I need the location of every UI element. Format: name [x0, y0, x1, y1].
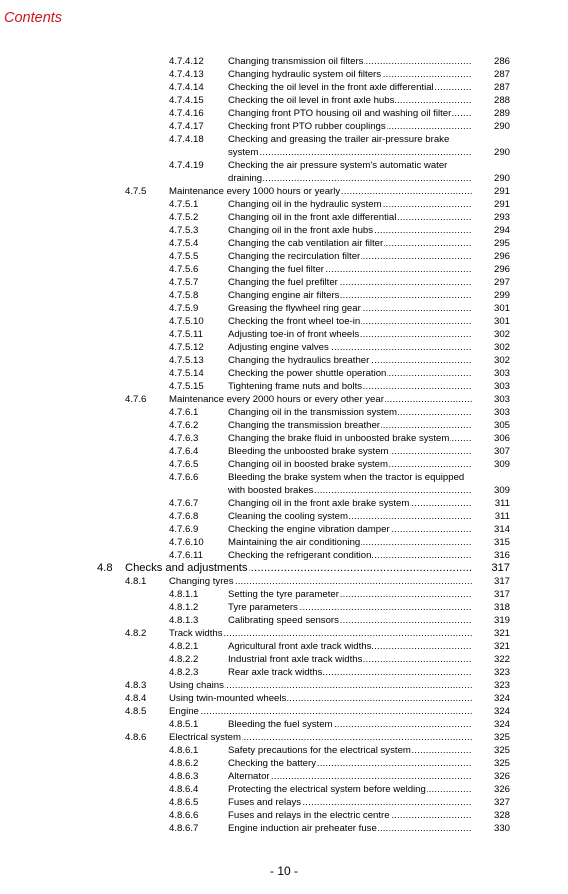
toc-entry-text: Tightening frame nuts and bolts: [228, 381, 363, 392]
toc-entry-number: 4.8.1.3: [169, 615, 199, 626]
toc-entry-number: 4.7.5.14: [169, 368, 204, 379]
toc-entry[interactable]: [0, 380, 568, 393]
toc-entry[interactable]: [0, 536, 568, 549]
toc-entry-number: 4.8.5: [125, 706, 147, 717]
toc-entry-page: 296: [493, 264, 510, 275]
toc-entry-number: 4.7.5.1: [169, 199, 199, 210]
toc-entry-text: Bleeding the fuel system: [228, 719, 333, 730]
toc-entry-text: Adjusting engine valves: [228, 342, 329, 353]
toc-entry-title: [228, 757, 472, 770]
toc-entry-title: [228, 640, 472, 653]
toc-entry-number: 4.7.4.19: [169, 160, 204, 171]
toc-entry-number: 4.8.3: [125, 680, 147, 691]
toc-entry-text: Greasing the flywheel ring gear: [228, 303, 361, 314]
toc-entry-number: 4.8.1.1: [169, 589, 199, 600]
toc-entry-number: 4.7.4.16: [169, 108, 204, 119]
toc-entry-title: [228, 263, 472, 276]
toc-entry[interactable]: [0, 133, 568, 159]
toc-entry[interactable]: [0, 783, 568, 796]
toc-entry-page: 302: [493, 342, 510, 353]
toc-entry-page: 324: [493, 693, 510, 704]
toc-entry-text: Changing oil in the front axle differential: [228, 212, 397, 223]
toc-entry-title: [169, 185, 472, 198]
toc-entry-text: Alternator: [228, 771, 270, 782]
toc-entry-page: 290: [493, 121, 510, 132]
toc-entry-page: 319: [493, 615, 510, 626]
toc-entry-title: [228, 380, 472, 393]
toc-entry-title: [228, 289, 472, 302]
toc-entry-text: Fuses and relays in the electric centre: [228, 810, 390, 821]
toc-entry-text: Changing the fuel filter: [228, 264, 324, 275]
toc-entry[interactable]: [0, 302, 568, 315]
toc-entry-text: Changing the recirculation filter: [228, 251, 361, 262]
toc-entry-text: Changing oil in the front axle hubs: [228, 225, 374, 236]
toc-entry-number: 4.7.5.10: [169, 316, 204, 327]
toc-entry[interactable]: [0, 419, 568, 432]
toc-entry-title: [228, 718, 472, 731]
toc-entry-number: 4.7.5.15: [169, 381, 204, 392]
toc-entry[interactable]: [0, 692, 568, 705]
toc-entry[interactable]: [0, 731, 568, 744]
toc-entry-number: 4.8.2.2: [169, 654, 199, 665]
toc-entry-number: 4.8.6.5: [169, 797, 199, 808]
toc-entry[interactable]: [0, 614, 568, 627]
toc-entry-page: 330: [493, 823, 510, 834]
toc-entry-number: 4.7.4.17: [169, 121, 204, 132]
toc-entry-page: 316: [493, 550, 510, 561]
toc-entry[interactable]: [0, 354, 568, 367]
toc-entry[interactable]: [0, 705, 568, 718]
toc-entry-title: [169, 679, 472, 692]
toc-entry-title: [228, 432, 472, 445]
toc-entry-text: Changing the cab ventilation air filter: [228, 238, 384, 249]
toc-entry[interactable]: [0, 562, 568, 575]
toc-entry-page: 303: [493, 368, 510, 379]
toc-entry[interactable]: [0, 627, 568, 640]
toc-entry-title: [228, 796, 472, 809]
toc-entry-title: [228, 107, 472, 120]
toc-entry-page: 305: [493, 420, 510, 431]
toc-entry-page: 323: [493, 667, 510, 678]
toc-entry-title-line2: with boosted brakes: [228, 485, 314, 496]
toc-entry-title: [228, 497, 472, 510]
toc-entry[interactable]: [0, 679, 568, 692]
toc-entry-title: [228, 406, 472, 419]
toc-entry-title: [228, 523, 472, 536]
toc-entry-page: 297: [493, 277, 510, 288]
toc-entry-text: Changing oil in the front axle brake system: [228, 498, 410, 509]
toc-entry[interactable]: [0, 341, 568, 354]
toc-entry-text: Changing engine air filters: [228, 290, 340, 301]
toc-entry[interactable]: [0, 666, 568, 679]
toc-entry-text: Checking the power shuttle operation: [228, 368, 387, 379]
toc-entry-text: Agricultural front axle track widths: [228, 641, 372, 652]
toc-entry-text: Cleaning the cooling system: [228, 511, 348, 522]
toc-entry-title: [169, 393, 472, 406]
toc-entry[interactable]: [0, 549, 568, 562]
toc-entry-title: [228, 445, 472, 458]
toc-entry-page: 291: [493, 186, 510, 197]
toc-entry-page: 303: [493, 381, 510, 392]
toc-entry-title: [228, 94, 472, 107]
toc-entry-text: Protecting the electrical system before welding: [228, 784, 426, 795]
toc-entry-text: Changing transmission oil filters: [228, 56, 364, 67]
toc-entry-title: [228, 588, 472, 601]
toc-entry[interactable]: [0, 406, 568, 419]
toc-entry-page: 302: [493, 329, 510, 340]
toc-entry-page: 303: [493, 394, 510, 405]
toc-entry-text: Tyre parameters: [228, 602, 298, 613]
toc-entry-title-line2: system: [228, 147, 259, 158]
toc-entry-number: 4.7.6.3: [169, 433, 199, 444]
toc-entry[interactable]: [0, 796, 568, 809]
toc-entry-number: 4.8.6.3: [169, 771, 199, 782]
toc-entry-page: 290: [493, 147, 510, 158]
toc-entry[interactable]: [0, 432, 568, 445]
toc-entry-page: 301: [493, 316, 510, 327]
toc-entry-title: [228, 783, 472, 796]
toc-entry-number: 4.7.5.9: [169, 303, 199, 314]
toc-entry-title: [125, 562, 472, 575]
toc-entry-number: 4.7.6.7: [169, 498, 199, 509]
toc-entry-title: [169, 705, 472, 718]
toc-entry-number: 4.8.6.7: [169, 823, 199, 834]
toc-entry-page: 302: [493, 355, 510, 366]
toc-entry-text: Changing the hydraulics breather: [228, 355, 370, 366]
toc-entry-title: [228, 770, 472, 783]
toc-entry-title: [228, 471, 472, 497]
toc-entry-text: Track widths: [169, 628, 223, 639]
toc-entry-text: Calibrating speed sensors: [228, 615, 339, 626]
toc-entry[interactable]: [0, 211, 568, 224]
toc-entry[interactable]: [0, 718, 568, 731]
toc-entry-page: 311: [494, 511, 510, 522]
toc-entry[interactable]: [0, 653, 568, 666]
toc-entry-text: Changing hydraulic system oil filters: [228, 69, 382, 80]
toc-entry-title: [228, 354, 472, 367]
toc-entry-text: Maintenance every 1000 hours or yearly: [169, 186, 341, 197]
toc-entry[interactable]: [0, 588, 568, 601]
toc-entry-number: 4.8.4: [125, 693, 147, 704]
toc-entry-text: Maintaining the air conditioning: [228, 537, 361, 548]
toc-entry-number: 4.7.6.2: [169, 420, 199, 431]
toc-entry-title: [228, 315, 472, 328]
toc-entry-title: [228, 328, 472, 341]
toc-entry-text: Maintenance every 2000 hours or every other year: [169, 394, 384, 405]
toc-entry-title: [169, 627, 472, 640]
toc-entry-title: [228, 276, 472, 289]
toc-entry-text: Changing the fuel prefilter: [228, 277, 338, 288]
toc-entry-page: 325: [493, 745, 510, 756]
toc-entry-number: 4.7.6.5: [169, 459, 199, 470]
toc-entry[interactable]: [0, 757, 568, 770]
toc-entry-text: Checks and adjustments: [125, 562, 248, 574]
toc-entry[interactable]: [0, 744, 568, 757]
toc-entry-page: 294: [493, 225, 510, 236]
toc-entry-title-line2: draining: [228, 173, 263, 184]
toc-entry-page: 325: [493, 732, 510, 743]
toc-entry-page: 309: [493, 459, 510, 470]
toc-entry-title: [228, 81, 472, 94]
toc-entry[interactable]: [0, 822, 568, 835]
toc-entry-text: Changing tyres: [169, 576, 234, 587]
toc-entry-number: 4.8.2: [125, 628, 147, 639]
toc-entry[interactable]: [0, 575, 568, 588]
toc-entry-number: 4.7.6: [125, 394, 147, 405]
toc-entry-page: 321: [493, 628, 510, 639]
toc-entry[interactable]: [0, 328, 568, 341]
toc-entry-number: 4.7.4.18: [169, 134, 204, 145]
toc-entry[interactable]: [0, 367, 568, 380]
toc-entry-text: Changing oil in the hydraulic system: [228, 199, 382, 210]
toc-entry-page: 289: [493, 108, 510, 119]
toc-entry-text: Changing the brake fluid in unboosted brake system: [228, 433, 450, 444]
toc-entry-title: [228, 224, 472, 237]
toc-entry-title: [228, 458, 472, 471]
toc-entry[interactable]: [0, 445, 568, 458]
toc-entry-title: [228, 237, 472, 250]
toc-entry-number: 4.7.5.11: [169, 329, 203, 340]
toc-entry[interactable]: [0, 68, 568, 81]
toc-entry-text: Checking the refrigerant condition: [228, 550, 372, 561]
toc-entry[interactable]: [0, 94, 568, 107]
toc-entry[interactable]: [0, 510, 568, 523]
toc-entry-page: 290: [493, 173, 510, 184]
toc-entry-text: Changing oil in the transmission system: [228, 407, 398, 418]
toc-entry-page: 325: [493, 758, 510, 769]
toc-entry-title: [228, 419, 472, 432]
toc-entry-title: [169, 692, 472, 705]
toc-entry-text: Electrical system: [169, 732, 241, 743]
toc-entry-text: Safety precautions for the electrical system: [228, 745, 411, 756]
toc-entry[interactable]: [0, 224, 568, 237]
toc-entry-number: 4.7.5.3: [169, 225, 199, 236]
toc-entry-page: 327: [493, 797, 510, 808]
toc-entry-title: [228, 822, 472, 835]
toc-entry-title: [228, 601, 472, 614]
toc-entry-page: 326: [493, 784, 510, 795]
toc-entry-title: [228, 549, 472, 562]
toc-entry[interactable]: [0, 276, 568, 289]
toc-entry-page: 324: [493, 706, 510, 717]
toc-entry-page: 295: [493, 238, 510, 249]
toc-entry[interactable]: [0, 237, 568, 250]
toc-entry-number: 4.7.5.4: [169, 238, 199, 249]
toc-entry-page: 309: [493, 485, 510, 496]
toc-entry-page: 288: [493, 95, 510, 106]
toc-entry-text: Engine: [169, 706, 199, 717]
toc-entry-page: 315: [493, 537, 510, 548]
toc-entry[interactable]: [0, 107, 568, 120]
toc-entry[interactable]: [0, 393, 568, 406]
toc-entry-title: [228, 159, 472, 185]
toc-entry-title: [228, 744, 472, 757]
toc-entry-text: Rear axle track widths: [228, 667, 323, 678]
toc-entry[interactable]: [0, 159, 568, 185]
toc-entry-number: 4.7.5.12: [169, 342, 204, 353]
toc-entry-number: 4.7.5.2: [169, 212, 199, 223]
toc-entry[interactable]: [0, 315, 568, 328]
toc-entry-page: 328: [493, 810, 510, 821]
toc-entry-number: 4.7.5: [125, 186, 147, 197]
toc-entry-title: [228, 68, 472, 81]
toc-entry-number: 4.7.4.13: [169, 69, 204, 80]
toc-entry-title: [228, 198, 472, 211]
toc-entry[interactable]: [0, 198, 568, 211]
toc-entry-number: 4.8.1.2: [169, 602, 199, 613]
toc-entry-page: 286: [493, 56, 510, 67]
toc-entry-page: 311: [494, 498, 510, 509]
toc-entry-text: Setting the tyre parameter: [228, 589, 339, 600]
toc-entry-page: 301: [493, 303, 510, 314]
toc-entry-title: [228, 120, 472, 133]
toc-entry-page: 287: [493, 82, 510, 93]
toc-entry-title: [228, 211, 472, 224]
toc-entry[interactable]: [0, 640, 568, 653]
toc-entry-title: [228, 666, 472, 679]
toc-entry-page: 307: [493, 446, 510, 457]
page-number: - 10 -: [269, 864, 298, 878]
toc-entry-number: 4.8.6.1: [169, 745, 199, 756]
toc-entry-text: Fuses and relays: [228, 797, 302, 808]
toc-entry-title-line1: Checking the air pressure system's automatic water: [228, 160, 448, 171]
toc-entry-page: 303: [493, 407, 510, 418]
toc-entry-page: 322: [493, 654, 510, 665]
toc-entry-text: Checking the engine vibration damper: [228, 524, 390, 535]
toc-entry-number: 4.7.4.15: [169, 95, 204, 106]
toc-entry-text: Checking the front wheel toe-in: [228, 316, 361, 327]
toc-entry-number: 4.7.5.13: [169, 355, 204, 366]
toc-entry-number: 4.7.6.9: [169, 524, 199, 535]
toc-entry-number: 4.8.6.4: [169, 784, 199, 795]
toc-entry[interactable]: [0, 289, 568, 302]
toc-entry[interactable]: [0, 55, 568, 68]
toc-entry[interactable]: [0, 120, 568, 133]
toc-entry[interactable]: [0, 458, 568, 471]
toc-entry-text: Changing oil in boosted brake system: [228, 459, 388, 470]
toc-entry-page: 317: [493, 589, 510, 600]
toc-entry-page: 318: [493, 602, 510, 613]
toc-entry[interactable]: [0, 770, 568, 783]
toc-entry[interactable]: [0, 601, 568, 614]
toc-entry-title: [228, 133, 472, 159]
toc-entry-number: 4.7.6.10: [169, 537, 204, 548]
toc-entry-number: 4.8.6: [125, 732, 147, 743]
toc-entry-text: Checking the battery: [228, 758, 316, 769]
toc-entry-number: 4.7.6.6: [169, 472, 199, 483]
toc-entry-title-line1: Checking and greasing the trailer air-pressure brake: [228, 134, 450, 145]
toc-entry[interactable]: [0, 250, 568, 263]
toc-entry-title: [169, 731, 472, 744]
toc-entry-number: 4.8.5.1: [169, 719, 199, 730]
toc-entry-number: 4.8.6.6: [169, 810, 199, 821]
toc-entry-number: 4.8.2.1: [169, 641, 199, 652]
toc-entry-number: 4.8: [97, 562, 113, 574]
toc-entry-number: 4.7.6.11: [169, 550, 203, 561]
toc-entry-title: [228, 341, 472, 354]
toc-entry-number: 4.7.5.6: [169, 264, 199, 275]
toc-entry-title: [228, 302, 472, 315]
toc-entry-number: 4.8.2.3: [169, 667, 199, 678]
toc-entry-page: 314: [493, 524, 510, 535]
toc-entry-text: Adjusting toe-in of front wheels: [228, 329, 360, 340]
table-of-contents: [0, 55, 568, 835]
toc-entry-title: [169, 575, 472, 588]
toc-entry-number: 4.7.6.1: [169, 407, 199, 418]
toc-entry-page: 296: [493, 251, 510, 262]
toc-entry-text: Changing front PTO housing oil and washing oil filter: [228, 108, 452, 119]
toc-entry-title: [228, 367, 472, 380]
toc-entry-page: 326: [493, 771, 510, 782]
toc-entry-text: Checking the oil level in the front axle differential: [228, 82, 434, 93]
toc-entry-number: 4.8.1: [125, 576, 147, 587]
toc-entry[interactable]: [0, 81, 568, 94]
toc-entry-number: 4.7.5.7: [169, 277, 199, 288]
toc-entry-number: 4.8.6.2: [169, 758, 199, 769]
toc-entry-page: 321: [493, 641, 510, 652]
toc-entry[interactable]: [0, 185, 568, 198]
toc-entry-number: 4.7.5.8: [169, 290, 199, 301]
toc-entry-page: 324: [493, 719, 510, 730]
toc-entry-title: [228, 536, 472, 549]
toc-entry-number: 4.7.4.14: [169, 82, 204, 93]
toc-entry-text: Engine induction air preheater fuse: [228, 823, 377, 834]
toc-entry[interactable]: [0, 263, 568, 276]
toc-entry-title-line1: Bleeding the brake system when the tractor is equipped: [228, 472, 465, 483]
toc-entry-page: 293: [493, 212, 510, 223]
toc-entry-page: 317: [493, 576, 510, 587]
toc-entry-number: 4.7.6.4: [169, 446, 199, 457]
toc-entry-text: Using chains: [169, 680, 224, 691]
toc-entry[interactable]: [0, 497, 568, 510]
toc-entry-number: 4.7.4.12: [169, 56, 204, 67]
toc-entry-title: [228, 809, 472, 822]
toc-entry-page: 287: [493, 69, 510, 80]
toc-entry-text: Checking front PTO rubber couplings: [228, 121, 386, 132]
toc-entry-title: [228, 510, 472, 523]
toc-entry-title: [228, 250, 472, 263]
toc-entry-text: Industrial front axle track widths: [228, 654, 363, 665]
toc-entry-title: [228, 55, 472, 68]
toc-entry-text: Checking the oil level in front axle hubs: [228, 95, 395, 106]
toc-entry[interactable]: [0, 523, 568, 536]
toc-entry-title: [228, 614, 472, 627]
toc-entry-page: 299: [493, 290, 510, 301]
toc-entry-text: Bleeding the unboosted brake system: [228, 446, 389, 457]
toc-entry-title: [228, 653, 472, 666]
toc-entry-page: 306: [493, 433, 510, 444]
toc-entry[interactable]: [0, 471, 568, 497]
page-title: Contents: [4, 10, 63, 26]
toc-entry-text: Changing the transmission breather: [228, 420, 380, 431]
toc-entry-number: 4.7.5.5: [169, 251, 199, 262]
toc-entry[interactable]: [0, 809, 568, 822]
toc-entry-page: 317: [491, 562, 510, 574]
toc-entry-page: 291: [493, 199, 510, 210]
toc-entry-number: 4.7.6.8: [169, 511, 199, 522]
toc-entry-page: 323: [493, 680, 510, 691]
toc-entry-text: Using twin-mounted wheels: [169, 693, 287, 704]
